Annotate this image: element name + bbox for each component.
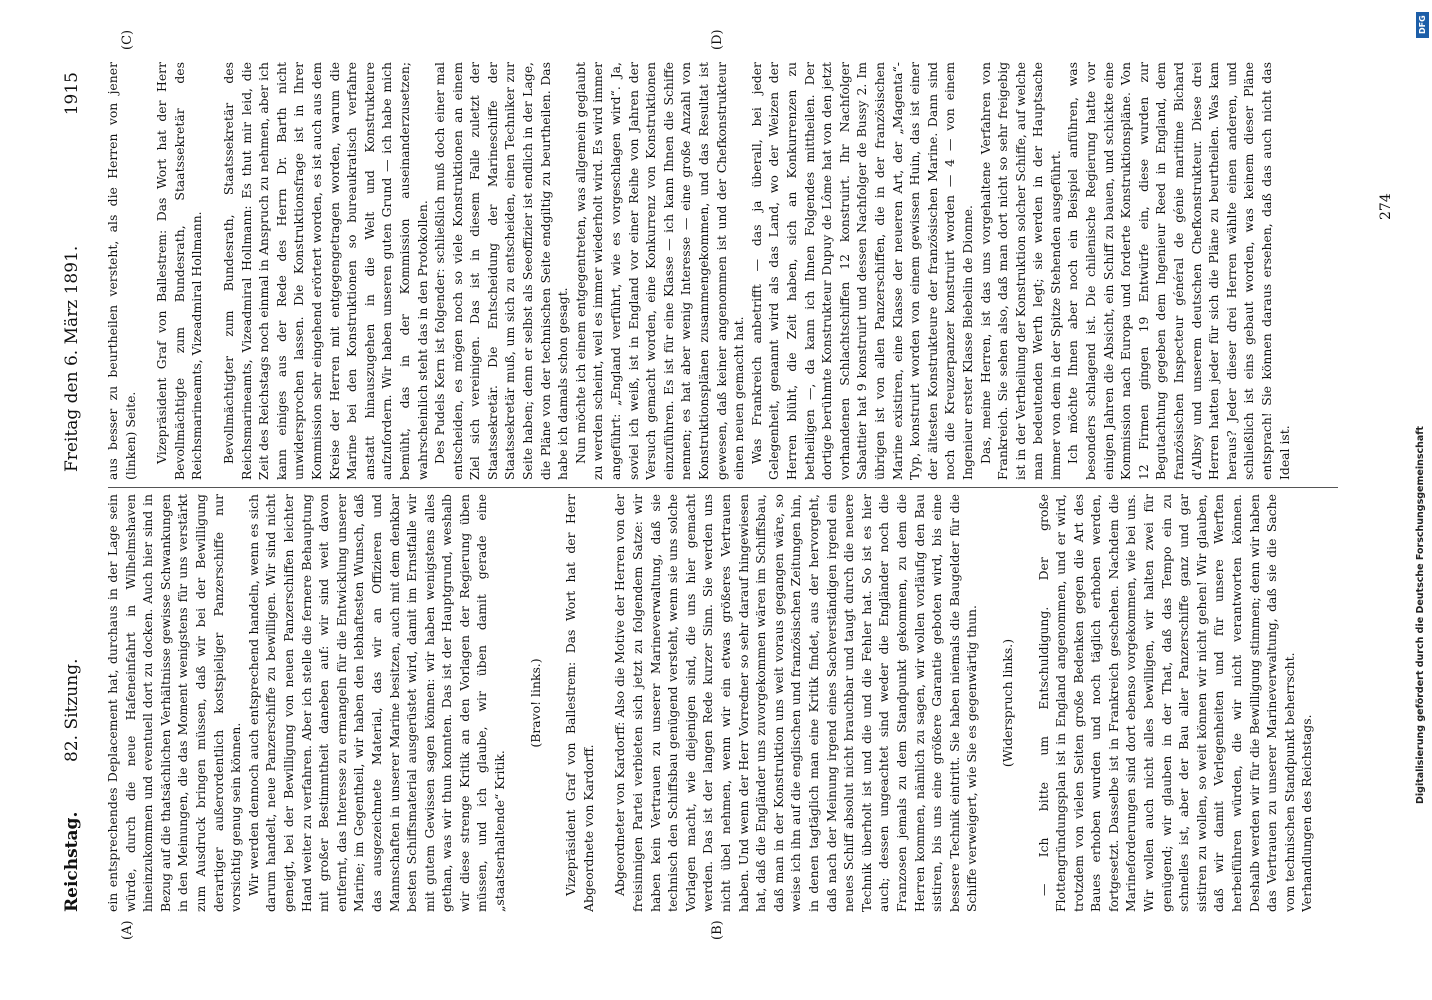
page-header <box>54 72 94 912</box>
margin-mark-c: (C) <box>120 29 135 50</box>
speech-paragraph: Bevollmächtigter zum Bundesrath, Staatssekretär des Reichsmarineamts, Vizeadmiral Hollmann: Es thut mir leid, die Zeit des Reichstags noch einmal in Anspruch zu nehmen, aber ich kann einiges aus der Rede des Herrn Dr. Barth nicht unwidersprochen lassen. Die Konstruktionsfrage ist in Ihrer Kommission sehr eingehend erörtert worden, es ist auch aus dem Kreise der Herren mit entgegengetragen worden, warum die Marine bei den Konstruktionen so bureaukratisch verfahre anstatt hinauszugehen in die Welt und Konstrukteure aufzufordern. Wir haben unseren guten Grund — ich habe mich bemüht, das in der Kommission auseinanderzusetzen; wahrscheinlich steht das in den Protokollen. <box>220 62 430 480</box>
margin-mark-d: (D) <box>710 29 725 50</box>
digitization-notice <box>1415 8 1429 992</box>
interjection: (Bravo! links.) <box>527 658 543 748</box>
speech-paragraph: Abgeordneter von Kardorff: Also die Motive der Herren von der freisinnigen Partei verbieten sich jetzt zu folgendem Satze: wir haben kein Vertrauen zu unserer Marineverwaltung, daß sie technisch den Schiffsbau genügend versteht, wenn sie uns solche Vorlagen macht, wie diejenigen sind, die uns hier gemacht werden. Das ist der langen Rede kurzer Sinn. Sie werden uns nicht übel nehmen, wenn wir ein etwas größeres Vertrauen haben. Und wenn der Herr Vorredner so sehr darauf hingewiesen hat, daß die Engländer uns zuvorgekommen wären im Schiffsbau, daß man in der Konstruktion uns weit voraus gegangen wäre, so weise ich ihn auf die englischen und französischen Zeitungen hin, in denen tagtäglich man eine Kritik findet, aus der hervorgeht, daß nach der Meinung irgend eines Sachverständigen irgend ein neues Schiff absolut nicht brauchbar und taugt durch die neuere Technik überholt ist und die und die Fehler hat. So ist es hier auch; dessen ungeachtet sind weder die Engländer noch die Franzosen jemals zu dem Standpunkt gekommen, zu dem die Herren kommen, nämlich zu sagen, wir wollen vorläufig den Bau sistiren, bis uns eine größere Garantie geboten wird, bis eine bessere Technik eintritt. Sie haben niemals die Baugelder für die Schiffe verweigert, wie Sie es gegenwärtig thun. <box>612 494 980 912</box>
speaker-announcement: Vizepräsident Graf von Ballestrem: Das Wort hat der Herr Abgeordnete von Kardorff. <box>563 494 596 912</box>
speech-paragraph: Was Frankreich anbetrifft — das ja überall, bei jeder Gelegenheit, genannt wird als das Land, wo der Weizen der Herren blüht, die Zeit haben, sich an Konkurrenzen zu betheiligen —, da kann ich Ihnen Folgendes mittheilen. Der dortige berühmte Konstrukteur Dupuy de Lôme hat von den jetzt vorhandenen Schlachtschiffen 12 konstruirt. Ihr Nachfolger Sabattier hat 9 konstruirt und dessen Nachfolger de Bussy 2. Im übrigen ist von allen Panzerschiffen, die in der französischen Marine existiren, eine Klasse der neueren Art, der „Magenta“-Typ, konstruirt worden von einem gewissen Huin, das ist einer der ältesten Konstrukteure der französischen Marine. Dann sind noch die Kreuzerpanzer konstruirt worden — 4 — von einem Ingenieur erster Klasse Biebelin de Dionne. <box>748 62 975 480</box>
speech-paragraph: Ich möchte Ihnen aber noch ein Beispiel anführen, was besonders schlagend ist. Die chilenische Regierung hatte vor einigen Jahren die Absicht, ein Schiff zu bauen, und schickte eine Kommission nach Europa und forderte Konstruktionspläne. Von 12 Firmen gingen 19 Entwürfe ein, diese wurden zur Begutachtung gegeben dem Ingenieur Reed in England, dem französischen Inspecteur général de génie maritime Bichard d'Albsy und unserem deutschen Chefkonstrukteur. Diese drei Herren hatten jeder für sich die Pläne zu beurtheilen. Was kam heraus? Jeder dieser drei Herren wählte einen anderen, und schließlich ist eins gebaut worden, was keinem dieser Pläne entsprach! Sie können daraus ersehen, daß das auch nicht das Ideal ist. <box>1065 62 1292 480</box>
speech-paragraph: Das, meine Herren, ist das uns vorgehaltene Verfahren von Frankreich. Sie sehen also, daß man dort nicht so sehr freigebig ist in der Vertheilung der Konstruktion solcher Schiffe, auf welche man bedeutenden Werth legt; sie werden in der Hauptsache immer von dem in der Spitze Stehenden ausgeführt. <box>977 62 1063 480</box>
dfg-logo: DFG <box>1416 12 1429 38</box>
speech-paragraph: Nun möchte ich einem entgegentreten, was allgemein geglaubt zu werden scheint, weil es immer wiederholt wird. Es wird immer angeführt: „England verführt, wie es vorgeschlagen wird“. Ja, soviel ich weiß, ist in England vor einer Reihe von Jahren der Versuch gemacht worden, eine Konkurrenz von Konstruktionen einzuführen. Es ist für eine Klasse — ich kann Ihnen die Schiffe nennen; es hat aber wenig Interesse — eine große Anzahl von Konstruktionsplänen zusammengekommen, und das Resultat ist gewesen, daß keiner angenommen ist und der Chefkonstrukteur einen neuen gemacht hat. <box>572 62 747 480</box>
speaker-announcement: Vizepräsident Graf von Ballestrem: Das Wort hat der Herr Bevollmächtigte zum Bundesrath, Staatssekretär des Reichsmarineamts, Vizeadmiral Hollmann. <box>154 62 205 480</box>
digitization-text: Digitalisierung gefördert durch die Deutsche Forschungsgemeinschaft <box>1415 426 1426 804</box>
paragraph: Wir werden dennoch auch entsprechend handeln, wenn es sich darum handelt, neue Panzerschiffe zu bewilligen. Wir sind nicht geneigt, bei der Bewilligung von neuen Panzerschiffen leichter Hand weiter zu verfahren. Aber ich stelle die fernere Behauptung mit großer Bestimmtheit daneben auf: wir sind weit davon entfernt, das Interesse zu ermangeln für die Entwicklung unserer Marine; im Gegentheil, wir haben den lebhaftesten Wunsch, daß das ausgezeichnete Material, das wir an Offizieren und Mannschaften in unserer Marine besitzen, auch mit dem denkbar besten Schiffsmaterial ausgerüstet wird, damit im Ernstfalle wir mit gutem Gewissen sagen können: wir haben wenigstens alles gethan, was wir thun konnten. Das ist der Hauptgrund, weshalb wir diese strenge Kritik an den Vorlagen der Regierung üben müssen, und ich glaube, wir üben damit gerade eine „staatserhaltende“ Kritik. <box>245 494 508 912</box>
header-session: 82. Sitzung. <box>62 658 82 762</box>
left-column <box>104 494 1344 912</box>
page-number: 274 <box>1378 193 1394 220</box>
paragraph: aus besser zu beurtheilen versteht, als die Herren von jener (linken) Seite. <box>105 62 138 480</box>
header-year: 1915 <box>62 72 82 116</box>
speech-paragraph: Des Pudels Kern ist folgender: schließlich muß doch einer mal entscheiden, es mögen noch so viele Konstruktionen an einem Ziel sich vereinigen. Das ist in diesem Falle zuletzt der Staatssekretär. Die Entscheidung der Marineschiffe der Staatssekretär muß, um sich zu entscheiden, einen Techniker zur Seite haben; denn er selbst als Seeoffizier ist endlich in der Lage, die Pläne von der technischen Seite endgiltig zu beurtheilen. Das habe ich damals schon gesagt. <box>432 62 571 480</box>
header-date: Freitag den 6. März 1891. <box>62 245 82 472</box>
column-divider <box>108 487 1338 488</box>
interjection: (Widerspruch links.) <box>999 638 1015 768</box>
speech-paragraph: — Ich bitte um Entschuldigung. Der große Flottengründungsplan ist in England angenommen, und er wird, trotzdem von vielen Seiten große Bedenken gegen die Art des Baues erhoben wurden und noch täglich erhoben werden, fortgesetzt. Dasselbe ist in Frankreich geschehen. Nachdem die Marineforderungen sind dort ebenso vorgekommen, wie bei uns. Wir wollen auch nicht alles bewilligen, wir halten zwei für genügend; wir glauben in der That, daß das Tempo ein zu schnelles ist, aber der Bau aller Panzerschiffe ganz und gar sistiren zu wollen, so weit können wir nicht gehen! Wir glauben, daß wir damit Verlegenheiten und für unsere Werften herbeiführen würden, die wir nicht verantworten können. Deshalb werden wir für die Bewilligung stimmen; denn wir haben das Vertrauen zu unserer Marineverwaltung, daß sie die Sache vom technischen Standpunkt beherrscht. <box>1035 494 1297 912</box>
margin-mark-b: (B) <box>710 920 725 940</box>
footer-note: Verhandlungen des Reichstags. <box>1299 714 1315 912</box>
margin-mark-a: (A) <box>120 920 135 940</box>
header-title: Reichstag. <box>62 811 82 912</box>
right-column <box>104 62 1344 480</box>
paragraph: ein entsprechendes Deplacement hat, durchaus in der Lage sein würde, durch die neue Hafeneinfahrt in Wilhelmshaven hineinzukommen und eventuell dort zu docken. Auch hier sind in Bezug auf die thatsächlichen Verhältnisse gewisse Schwankungen in den Meinungen, die das Moment wenigstens für uns verstärkt zum Ausdruck bringen müssen, daß wir bei der Bewilligung derartiger außerordentlich kostspieliger Panzerschiffe nur vorsichtig genug sein können. <box>105 494 244 912</box>
